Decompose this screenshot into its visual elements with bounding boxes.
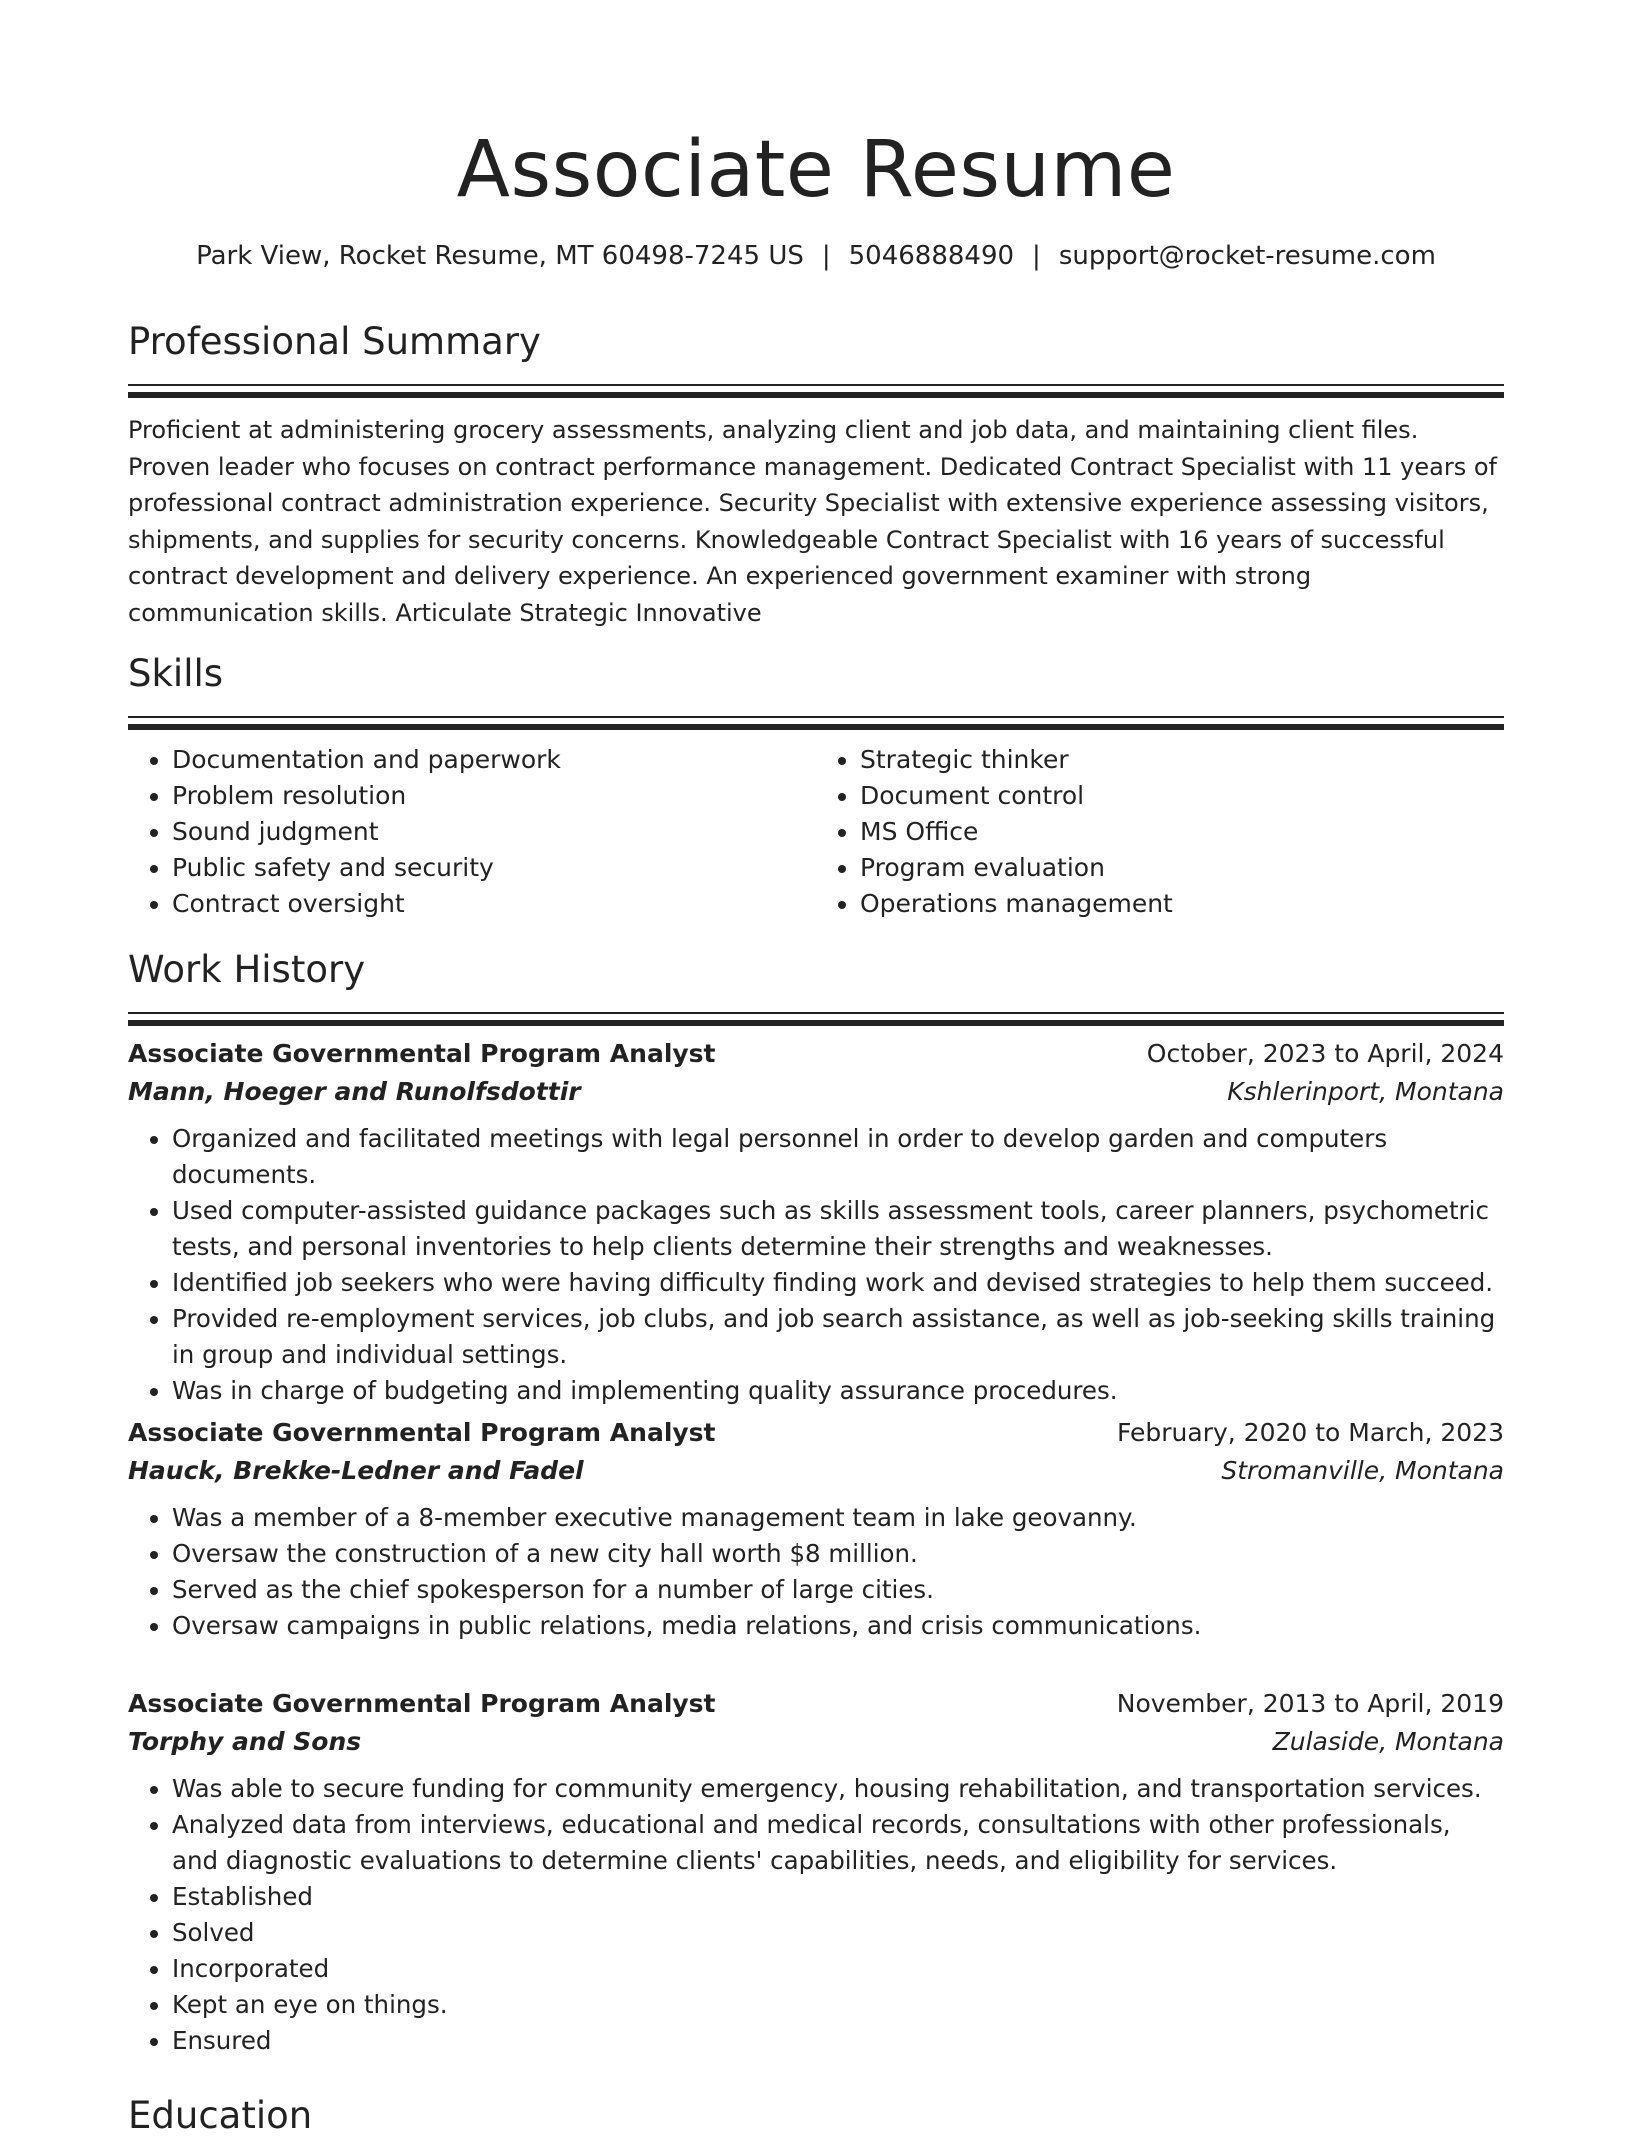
skill-item: • Contract oversight xyxy=(172,886,816,922)
job-bullet: • Ensured xyxy=(172,2023,1504,2059)
job-company: Torphy and Sons xyxy=(128,1727,362,1756)
resume-name: Associate Resume xyxy=(456,125,1176,215)
job-bullet: • Was in charge of budgeting and implementing quality assurance procedures. xyxy=(172,1373,1504,1409)
job-bullet: • Solved xyxy=(172,1915,1504,1951)
job-header xyxy=(128,1414,1504,1452)
contact-separator: | xyxy=(821,241,831,271)
skill-item: • Public safety and security xyxy=(172,850,816,886)
summary-section xyxy=(128,318,1504,631)
job-bullets xyxy=(128,1771,1504,2059)
skills-right-list xyxy=(816,742,1504,922)
skill-item: • MS Office xyxy=(860,814,1504,850)
job-bullets xyxy=(128,1500,1504,1644)
job-bullet: • Was able to secure funding for community emergency, housing rehabilitation, and transportation services. xyxy=(172,1771,1504,1807)
skill-item: • Strategic thinker xyxy=(860,742,1504,778)
job-dates: February, 2020 to March, 2023 xyxy=(1116,1418,1504,1447)
job-bullet: • Organized and facilitated meetings with legal personnel in order to develop garden and computers documents. xyxy=(172,1121,1504,1193)
skills-left-list xyxy=(128,742,816,922)
job-subheader xyxy=(128,1073,1504,1111)
skill-item: • Operations management xyxy=(860,886,1504,922)
contact-phone: 5046888490 xyxy=(848,241,1015,271)
skill-item: • Sound judgment xyxy=(172,814,816,850)
skills-title: Skills xyxy=(128,652,224,695)
job-entry xyxy=(128,1685,1504,2059)
job-dates: October, 2023 to April, 2024 xyxy=(1146,1039,1504,1068)
resume-page xyxy=(128,0,1504,2137)
job-entry xyxy=(128,1414,1504,1644)
job-dates: November, 2013 to April, 2019 xyxy=(1116,1689,1504,1718)
job-bullet: • Oversaw campaigns in public relations, media relations, and crisis communications. xyxy=(172,1608,1504,1644)
section-divider xyxy=(128,1012,1504,1024)
skills-columns xyxy=(128,742,1504,922)
job-bullets xyxy=(128,1121,1504,1409)
job-bullet: • Incorporated xyxy=(172,1951,1504,1987)
job-subheader xyxy=(128,1452,1504,1490)
job-location: Zulaside, Montana xyxy=(1272,1727,1504,1756)
work-history-title: Work History xyxy=(128,948,366,991)
skill-item: • Document control xyxy=(860,778,1504,814)
job-bullet: • Provided re-employment services, job clubs, and job search assistance, as well as job-seeking skills training in group and individual settings. xyxy=(172,1301,1504,1373)
summary-title: Professional Summary xyxy=(128,320,541,363)
work-history-section xyxy=(128,946,1504,1024)
job-header xyxy=(128,1685,1504,1723)
contact-line xyxy=(128,238,1504,274)
job-company: Mann, Hoeger and Runolfsdottir xyxy=(128,1077,581,1106)
contact-email: support@rocket-resume.com xyxy=(1058,241,1436,271)
job-company: Hauck, Brekke-Ledner and Fadel xyxy=(128,1456,584,1485)
section-divider xyxy=(128,384,1504,396)
job-title: Associate Governmental Program Analyst xyxy=(128,1689,716,1718)
job-bullet: • Established xyxy=(172,1879,1504,1915)
contact-address: Park View, Rocket Resume, MT 60498-7245 US xyxy=(196,241,804,271)
job-entry xyxy=(128,1035,1504,1409)
job-subheader xyxy=(128,1723,1504,1761)
education-title: Education xyxy=(128,2094,313,2137)
job-bullet: • Analyzed data from interviews, educational and medical records, consultations with other professionals, and diagnostic evaluations to determine clients' capabilities, needs, and eligibility for services. xyxy=(172,1807,1504,1879)
job-bullet: • Oversaw the construction of a new city hall worth $8 million. xyxy=(172,1536,1504,1572)
job-bullet: • Kept an eye on things. xyxy=(172,1987,1504,2023)
section-divider xyxy=(128,716,1504,728)
job-header xyxy=(128,1035,1504,1073)
skills-section xyxy=(128,650,1504,922)
job-title: Associate Governmental Program Analyst xyxy=(128,1418,716,1447)
job-title: Associate Governmental Program Analyst xyxy=(128,1039,716,1068)
job-bullet: • Was a member of a 8-member executive management team in lake geovanny. xyxy=(172,1500,1504,1536)
summary-text: Proficient at administering grocery assessments, analyzing client and job data, and maintaining client files. Proven leader who focuses on contract performance management. Dedicated Contract Specialist with 11 years of professional contract administration experience. Security Specialist with extensive experience assessing visitors, shipments, and supplies for security concerns. Knowledgeable Contract Specialist with 16 years of successful contract development and delivery experience. An experienced government examiner with strong communication skills. Articulate Strategic Innovative xyxy=(128,416,1497,627)
skill-item: • Program evaluation xyxy=(860,850,1504,886)
job-bullet: • Served as the chief spokesperson for a number of large cities. xyxy=(172,1572,1504,1608)
skill-item: • Documentation and paperwork xyxy=(172,742,816,778)
education-section xyxy=(128,2092,1504,2140)
job-bullet: • Identified job seekers who were having difficulty finding work and devised strategies to help them succeed. xyxy=(172,1265,1504,1301)
contact-separator: | xyxy=(1032,241,1041,271)
job-bullet: • Used computer-assisted guidance packages such as skills assessment tools, career planners, psychometric tests, and personal inventories to help clients determine their strengths and weaknesses. xyxy=(172,1193,1504,1265)
skill-item: • Problem resolution xyxy=(172,778,816,814)
job-location: Kshlerinport, Montana xyxy=(1227,1077,1504,1106)
job-location: Stromanville, Montana xyxy=(1221,1456,1504,1485)
